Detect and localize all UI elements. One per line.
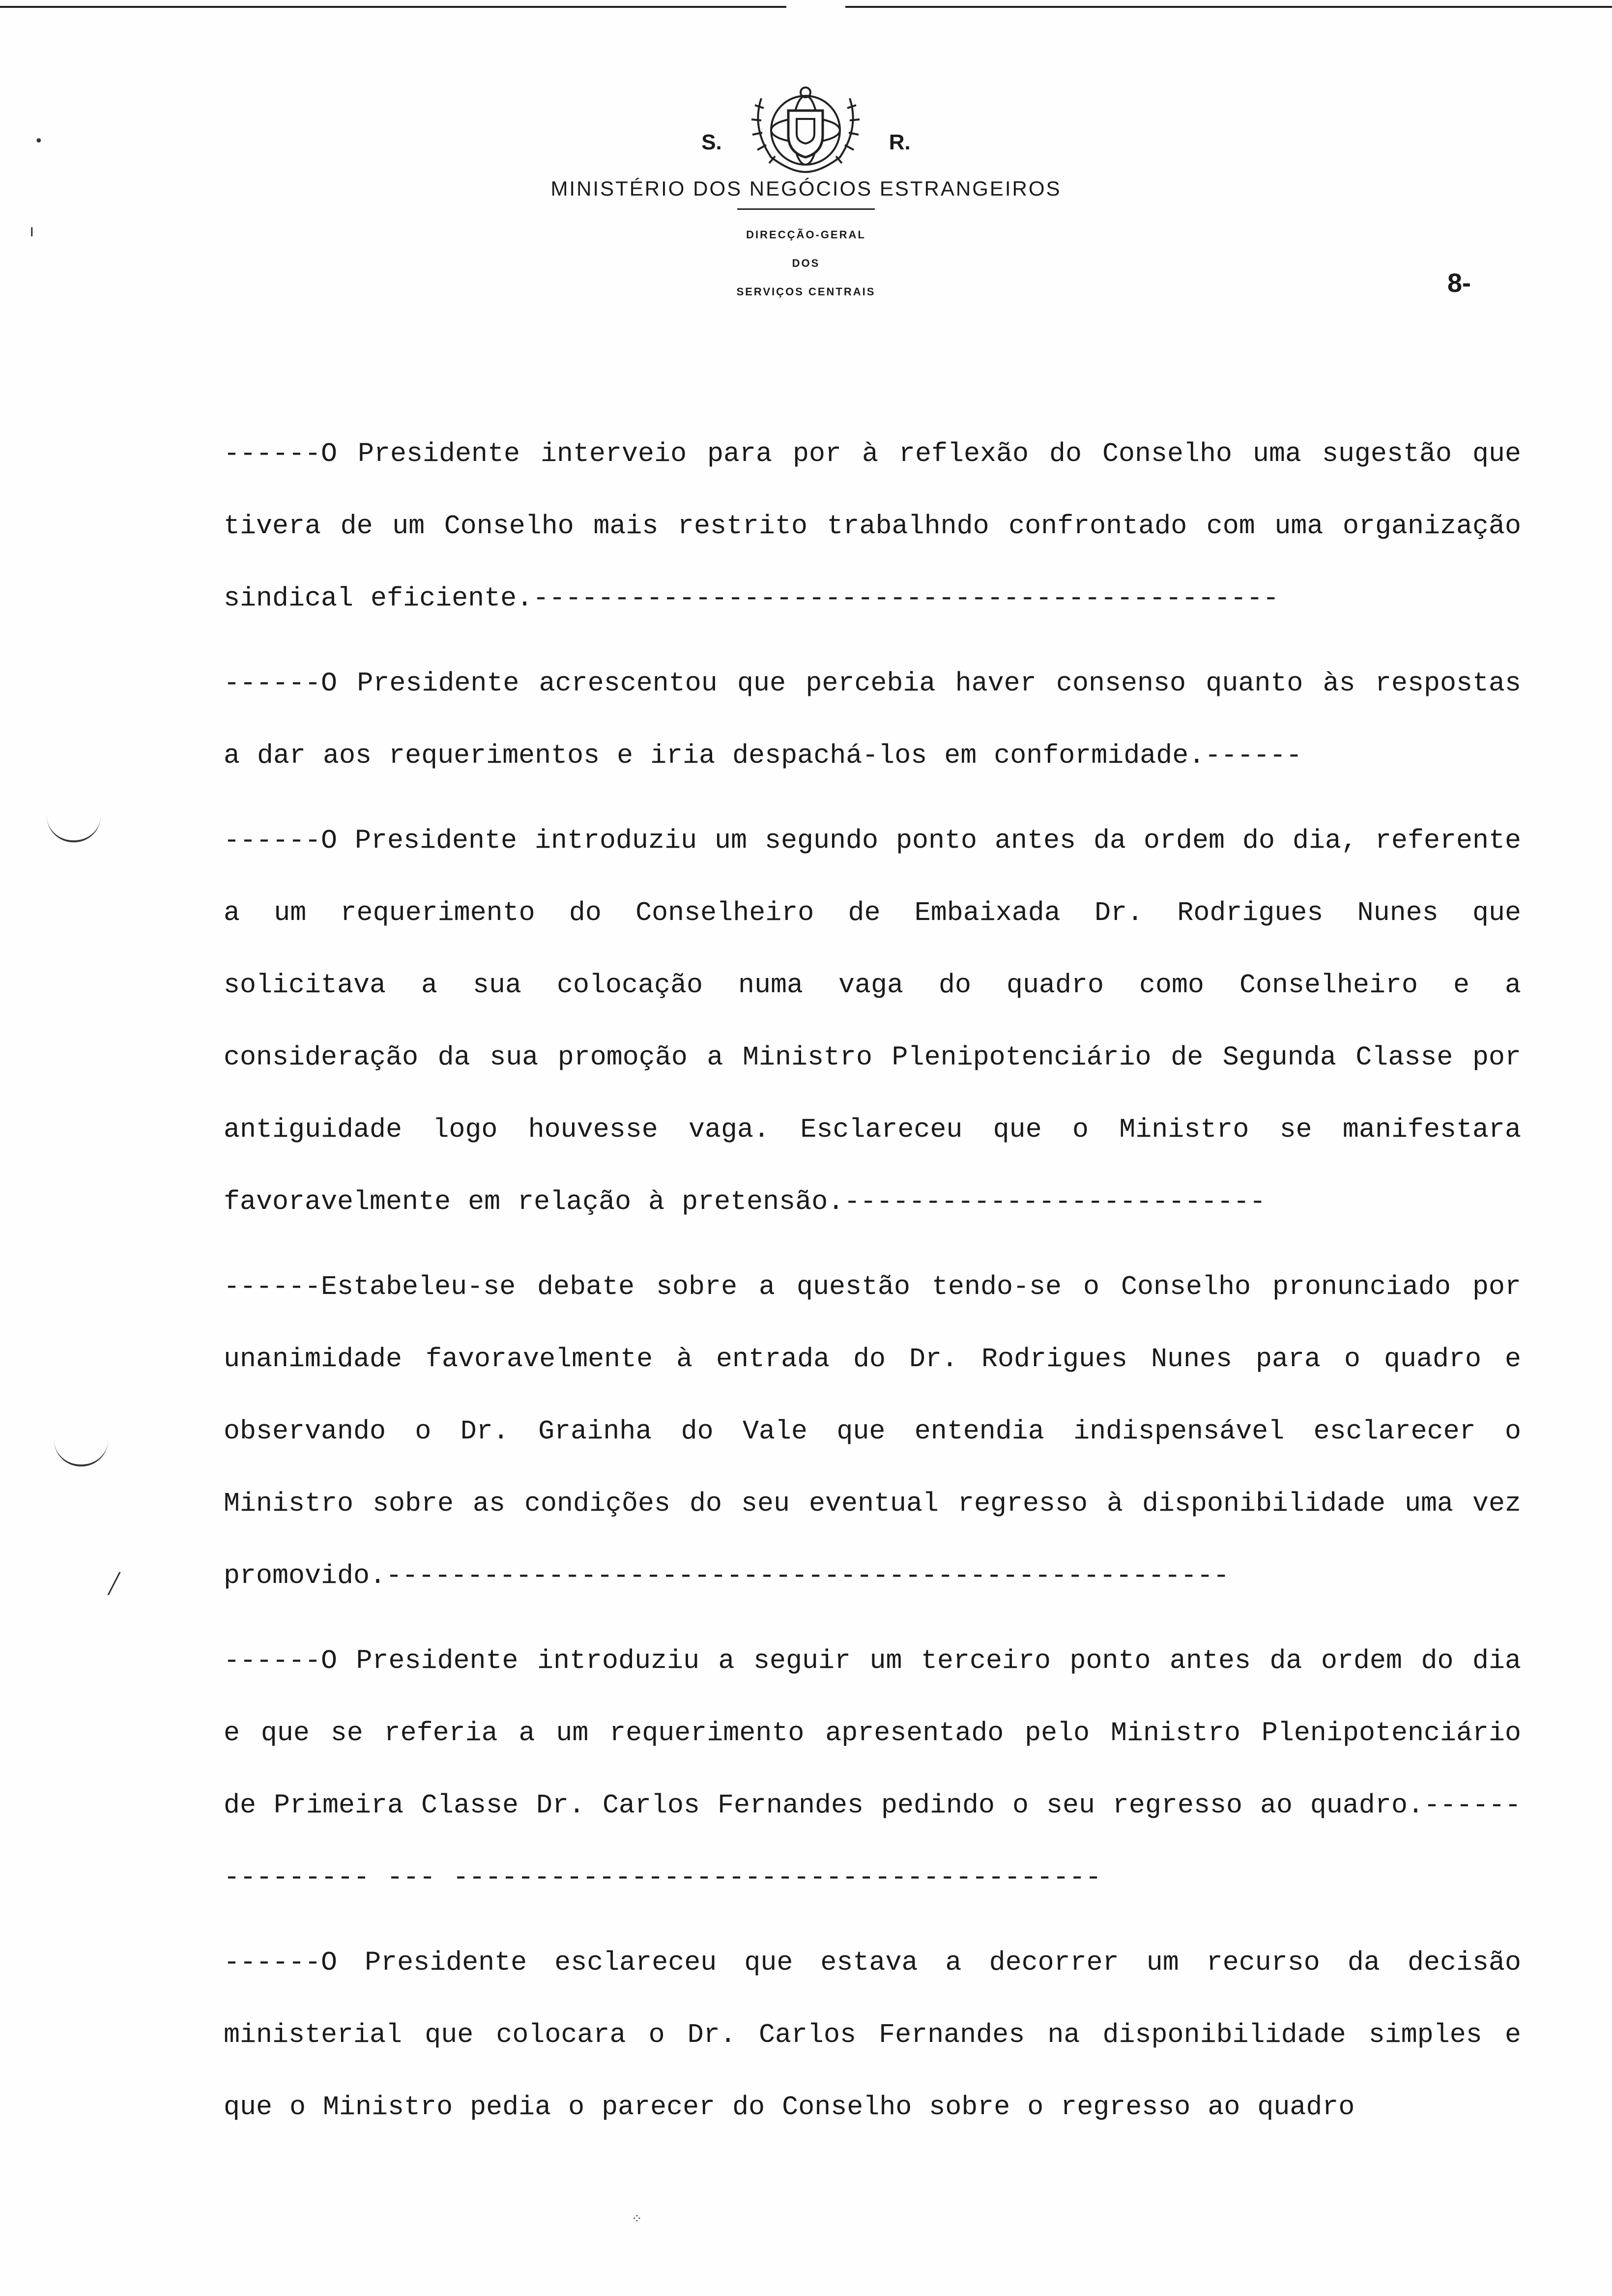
paragraph: ------O Presidente interveio para por à reflexão do Conselho uma sugestão que tivera de um Conselho mais restrito trabalhndo confrontado com uma organização sindical eficiente.---------------------------------------------- — [224, 438, 1521, 614]
paragraph: ------O Presidente introduziu a seguir um terceiro ponto antes da ordem do dia e que se referia a um requerimento apresentado pelo Ministro Plenipotenciário de Primeira Classe Dr. Carlos Fernandes pedindo o seu regresso ao quadro.--------------- --- ---------------------------------------- — [224, 1645, 1521, 1893]
page-number: 8- — [1447, 268, 1471, 298]
margin-speck-icon: ╱ — [108, 1573, 120, 1595]
directorate-line: DOS — [792, 257, 820, 269]
paragraph: ------O Presidente esclareceu que estava a decorrer um recurso da decisão ministerial que colocara o Dr. Carlos Fernandes na disponibilidade simples e que o Ministro pedia o parecer do Conselho sobre o regresso ao quadro — [224, 1947, 1521, 2123]
seal-row — [0, 79, 1612, 177]
margin-stain — [47, 816, 101, 842]
ministry-name: MINISTÉRIO DOS NEGÓCIOS ESTRANGEIROS — [550, 177, 1062, 200]
letterhead-right-letter: R. — [889, 130, 911, 154]
letterhead-rule — [737, 208, 875, 210]
margin-speck-icon: ı — [29, 221, 34, 241]
top-edge-line-right — [845, 6, 1612, 8]
directorate-line: SERVIÇOS CENTRAIS — [736, 286, 876, 298]
paragraph: ------Estabeleu-se debate sobre a questão tendo-se o Conselho pronunciado por unanimidade favoravelmente à entrada do Dr. Rodrigues Nunes para o quadro e observando o Dr. Grainha do Vale que entendia indispensável esclarecer o Ministro sobre as condições do seu eventual regresso à disponibilidade uma vez promovido.---------------------------------------------------- — [224, 1271, 1521, 1591]
margin-speck-icon: • — [34, 133, 43, 150]
margin-stain — [54, 1440, 108, 1466]
directorate-line: DIRECÇÃO-GERAL — [746, 229, 866, 241]
letterhead — [0, 79, 1612, 306]
document-body — [224, 418, 1521, 2156]
paragraph: ------O Presidente acrescentou que percebia haver consenso quanto às respostas a dar aos requerimentos e iria despachá-los em conformidade.------ — [224, 668, 1521, 771]
paragraph: ------O Presidente introduziu um segundo ponto antes da ordem do dia, referente a um requerimento do Conselheiro de Embaixada Dr. Rodrigues Nunes que solicitava a sua colocação numa vaga do quadro como Conselheiro e a consideração da sua promoção a Ministro Plenipotenciário de Segunda Classe por antiguidade logo houvesse vaga. Esclareceu que o Ministro se manifestara favoravelmente em relação à pretensão.-------------------------- — [224, 825, 1521, 1217]
margin-speck-icon: ⁘ — [632, 2211, 642, 2226]
letterhead-left-letter: S. — [701, 130, 722, 154]
coat-of-arms-seal-icon — [742, 79, 869, 177]
top-edge-line-left — [0, 6, 786, 8]
